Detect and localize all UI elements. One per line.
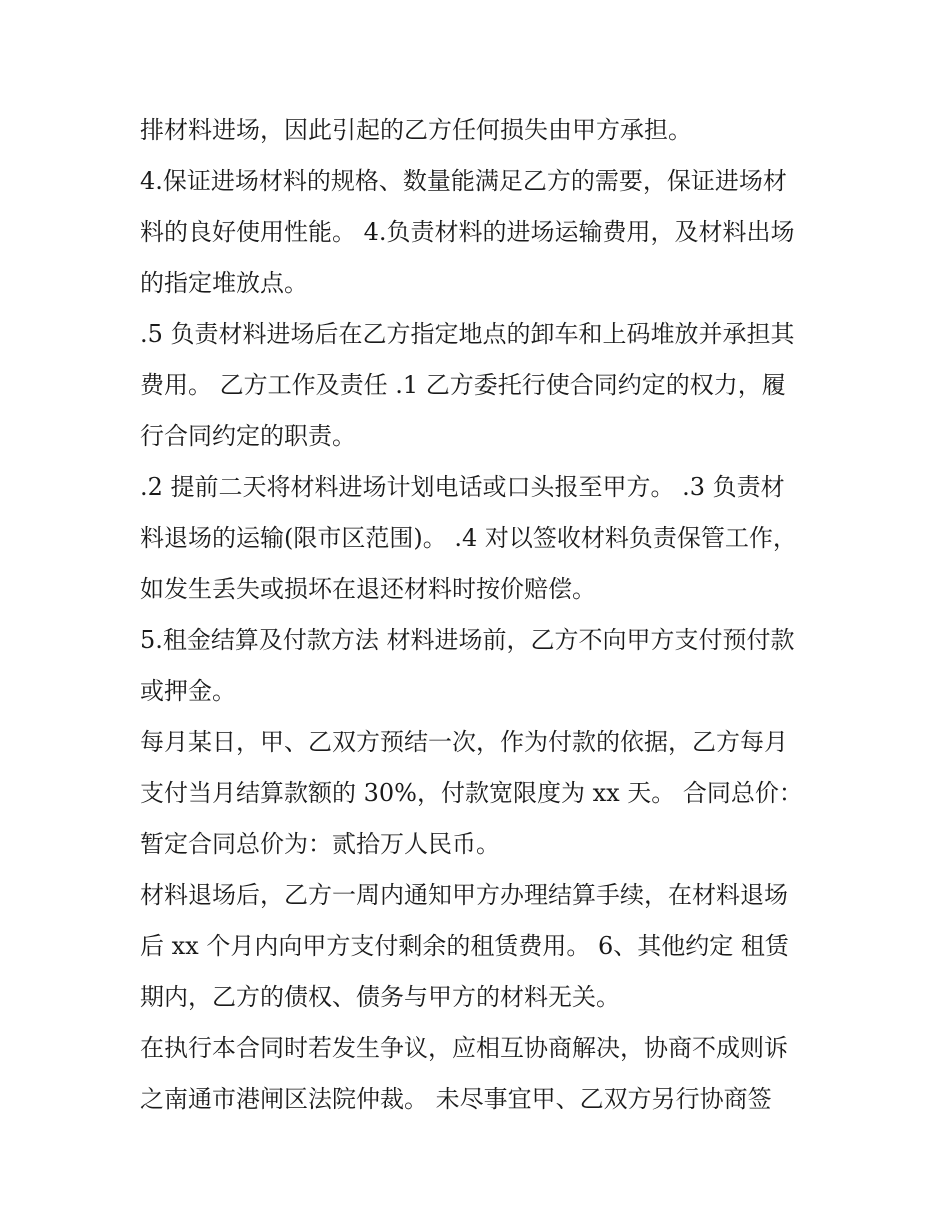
text-line: 如发生丢失或损坏在退还材料时按价赔偿。 xyxy=(140,575,596,603)
text-line: 后 xx 个月内向甲方支付剩余的租赁费用。 6、其他约定 租赁 xyxy=(140,932,789,960)
text-line: 在执行本合同时若发生争议，应相互协商解决，协商不成则诉 xyxy=(140,1034,788,1062)
paragraph-monthly-settlement-total-price xyxy=(140,717,820,870)
document-body xyxy=(140,105,820,1125)
paragraph-unloading-and-party-b-duties xyxy=(140,309,820,462)
text-line: .5 负责材料进场后在乙方指定地点的卸车和上码堆放并承担其 xyxy=(140,320,795,348)
paragraph-material-spec-guarantee xyxy=(140,156,820,309)
paragraph-dispute-resolution xyxy=(140,1023,820,1125)
text-line: 每月某日，甲、乙双方预结一次，作为付款的依据，乙方每月 xyxy=(140,728,788,756)
text-line: 材料退场后，乙方一周内通知甲方办理结算手续，在材料退场 xyxy=(140,881,788,909)
text-line: 料的良好使用性能。 4.负责材料的进场运输费用，及材料出场 xyxy=(140,218,795,246)
text-line: 支付当月结算款额的 30%，付款宽限度为 xx 天。 合同总价： xyxy=(140,779,803,807)
paragraph-exit-settlement-other-terms xyxy=(140,870,820,1023)
text-line: .2 提前二天将材料进场计划电话或口头报至甲方。 .3 负责材 xyxy=(140,473,785,501)
text-line: 排材料进场，因此引起的乙方任何损失由甲方承担。 xyxy=(140,116,692,144)
text-line: 5.租金结算及付款方法 材料进场前，乙方不向甲方支付预付款 xyxy=(140,626,795,654)
text-line: 费用。 乙方工作及责任 .1 乙方委托行使合同约定的权力，履 xyxy=(140,371,786,399)
text-line: 的指定堆放点。 xyxy=(140,269,308,297)
paragraph-rent-settlement xyxy=(140,615,820,717)
text-line: 4.保证进场材料的规格、数量能满足乙方的需要，保证进场材 xyxy=(140,167,787,195)
text-line: 期内，乙方的债权、债务与甲方的材料无关。 xyxy=(140,983,620,1011)
text-line: 暂定合同总价为：贰拾万人民币。 xyxy=(140,830,500,858)
paragraph-material-entry-loss xyxy=(140,105,820,156)
text-line: 行合同约定的职责。 xyxy=(140,422,356,450)
text-line: 料退场的运输(限市区范围)。 .4 对以签收材料负责保管工作， xyxy=(140,524,797,552)
text-line: 之南通市港闸区法院仲裁。 未尽事宜甲、乙双方另行协商签 xyxy=(140,1085,772,1113)
paragraph-entry-plan-and-custody xyxy=(140,462,820,615)
text-line: 或押金。 xyxy=(140,677,236,705)
